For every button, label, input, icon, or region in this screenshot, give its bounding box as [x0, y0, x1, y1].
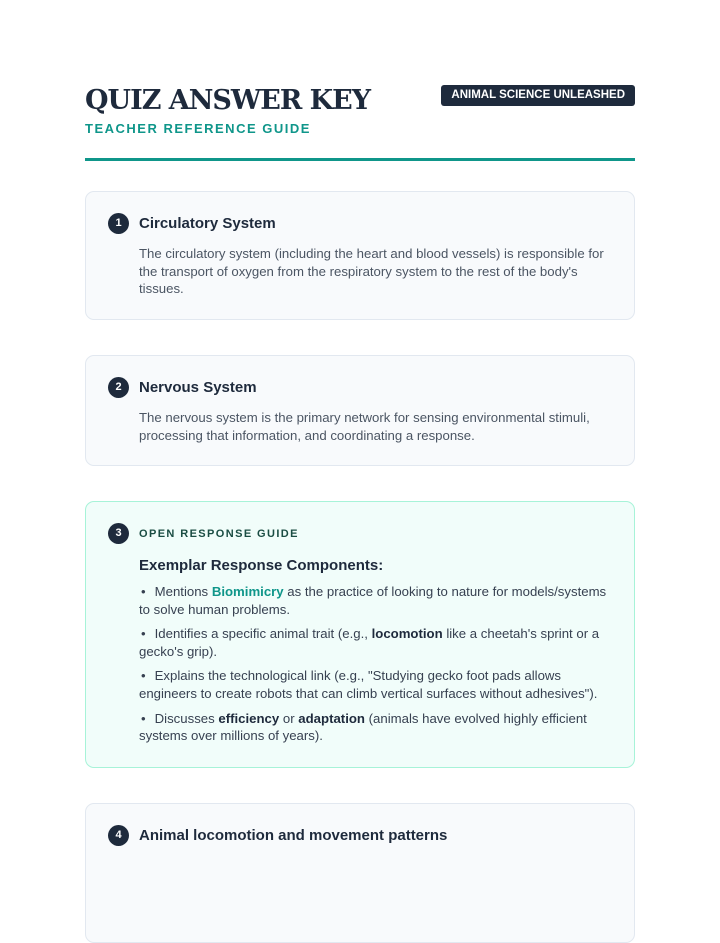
bullet-text: Discusses [154, 710, 219, 726]
question-card-2 [85, 355, 635, 466]
question-number-badge: 2 [108, 377, 129, 398]
course-badge: ANIMAL SCIENCE UNLEASHED [441, 85, 635, 106]
exemplar-list [139, 583, 610, 752]
bold-term: locomotion [371, 626, 443, 642]
answer-text: The circulatory system (including the heart and blood vessels) is responsible for the transport of oxygen from the respiratory system to the rest of the body's tissues. [139, 246, 604, 297]
question-number-badge: 4 [108, 825, 129, 846]
question-title: Animal locomotion and movement patterns [139, 827, 448, 844]
bullet-text: Explains the technological link (e.g., "Studying gecko foot pads allows engineers to create robots that can climb vertical surfaces without adhesives"). [139, 668, 598, 701]
question-card-1 [85, 191, 635, 320]
bullet-text: or [279, 710, 299, 726]
page-title: QUIZ ANSWER KEY [85, 85, 370, 116]
bullet-icon: • [141, 668, 146, 684]
bullet-text: as the practice of looking to nature for models/systems to solve human problems. [139, 584, 607, 617]
exemplar-heading: Exemplar Response Components: [139, 557, 384, 574]
list-item [139, 710, 610, 745]
question-number-badge: 1 [108, 213, 129, 234]
answer-text: The nervous system is the primary network for sensing environmental stimuli, processing that information, and coordinating a response. [139, 410, 590, 443]
list-item [139, 625, 610, 660]
bullet-icon: • [141, 710, 146, 726]
bullet-text: (animals have evolved highly efficient systems over millions of years). [139, 710, 587, 744]
question-card-3 [85, 501, 635, 768]
bullet-text: Identifies a specific animal trait (e.g., [154, 626, 372, 642]
bold-term: adaptation [298, 710, 365, 726]
bullet-text: like a cheetah's sprint or a gecko's grip). [139, 626, 600, 659]
highlight-term: Biomimicry [211, 584, 284, 599]
question-title: Circulatory System [139, 215, 276, 232]
list-item [139, 667, 610, 702]
list-item [139, 583, 610, 618]
open-response-label: OPEN RESPONSE GUIDE [139, 528, 299, 540]
page-subtitle: TEACHER REFERENCE GUIDE [85, 121, 311, 136]
question-number-badge: 3 [108, 523, 129, 544]
bullet-icon: • [141, 584, 146, 599]
question-title: Nervous System [139, 379, 257, 396]
page-header [85, 84, 635, 136]
question-card-4 [85, 803, 635, 943]
header-divider [85, 158, 635, 161]
bold-term: efficiency [218, 710, 280, 726]
bullet-icon: • [141, 626, 146, 642]
bullet-text: Mentions [154, 584, 212, 599]
